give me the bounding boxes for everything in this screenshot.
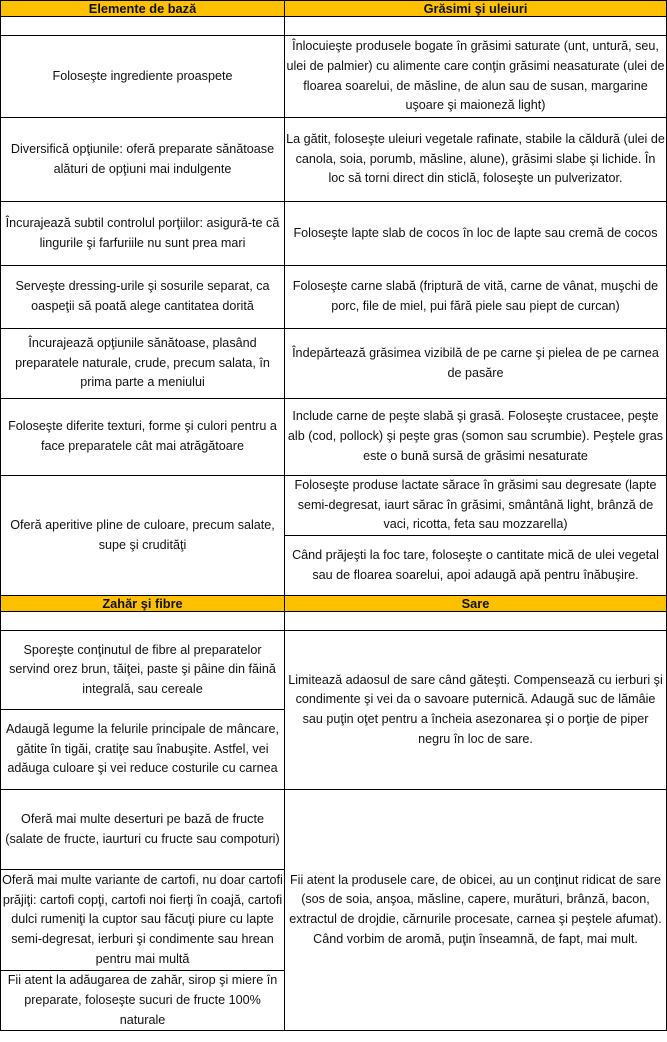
basics-cell: Încurajează opţiunile sănătoase, plasând preparatele naturale, crude, precum salata, în prima parte a meniului bbox=[1, 329, 285, 399]
basics-cell: Serveşte dressing-urile şi sosurile separat, ca oaspeţii să poată alege cantitatea dorită bbox=[1, 266, 285, 329]
empty-cell bbox=[1, 612, 285, 631]
table-row bbox=[1, 118, 667, 202]
basics-cell: Foloseşte diferite texturi, forme şi culori pentru a face preparatele cât mai atrăgătoare bbox=[1, 399, 285, 476]
fats-cell: Îndepărtează grăsimea vizibilă de pe carne şi pielea de pe carnea de pasăre bbox=[285, 329, 667, 399]
section1-empty-row bbox=[1, 17, 667, 36]
section2-empty-row bbox=[1, 612, 667, 631]
basics-cell: Foloseşte ingrediente proaspete bbox=[1, 36, 285, 118]
header-zahar-si-fibre: Zahăr şi fibre bbox=[1, 596, 285, 612]
table-row bbox=[1, 266, 667, 329]
fats-cell: Foloseşte produse lactate sărace în grăsimi sau degresate (lapte semi-degresat, iaurt sărac în grăsimi, smântână light, brânză de vaci, ricotta, feta sau mozzarella) bbox=[285, 476, 667, 536]
header-grasimi-si-uleiuri: Grăsimi şi uleiuri bbox=[285, 1, 667, 17]
salt-cell: Limitează adaosul de sare când găteşti. Compensează cu ierburi şi condimente şi vei da o savoare puternică. Adaugă suc de lămâie sau puţin oţet pentru a încheia asezonarea şi o porţie de piper negru în loc de sare. bbox=[285, 631, 667, 790]
fats-cell: Foloseşte lapte slab de cocos în loc de lapte sau cremă de cocos bbox=[285, 202, 667, 266]
sugar-fibre-cell: Fii atent la adăugarea de zahăr, sirop şi miere în preparate, foloseşte sucuri de fructe 100% naturale bbox=[1, 971, 285, 1031]
empty-cell bbox=[285, 612, 667, 631]
basics-cell: Oferă aperitive pline de culoare, precum salate, supe şi crudităţi bbox=[1, 476, 285, 596]
basics-cell: Diversifică opţiunile: oferă preparate sănătoase alături de opţiuni mai indulgente bbox=[1, 118, 285, 202]
fats-cell: Înlocuieşte produsele bogate în grăsimi saturate (unt, untură, seu, ulei de palmier) cu alimente care conţin grăsimi neasaturate (ulei de floarea soarelui, de măsline, de alun sau de susan, margarine uşoare şi maioneză light) bbox=[285, 36, 667, 118]
table-row bbox=[1, 631, 667, 710]
table-row bbox=[1, 36, 667, 118]
empty-cell bbox=[1, 17, 285, 36]
fats-cell: La gătit, foloseşte uleiuri vegetale rafinate, stabile la căldură (ulei de canola, soia, porumb, măsline, alune), grăsimi slabe şi lichide. În loc să torni direct din sticlă, foloseşte un pulverizator. bbox=[285, 118, 667, 202]
basics-cell: Încurajează subtil controlul porţiilor: asigură-te că lingurile şi farfuriile nu sunt prea mari bbox=[1, 202, 285, 266]
salt-cell: Fii atent la produsele care, de obicei, au un conţinut ridicat de sare (sos de soia, anşoa, măsline, capere, murături, brânză, bacon, extractul de drojdie, cărnurile procesate, carnea şi peştele afumat). Când vorbim de aromă, puţin înseamnă, de fapt, mai mult. bbox=[285, 790, 667, 1031]
sugar-fibre-cell: Oferă mai multe variante de cartofi, nu doar cartofi prăjiţi: cartofi copţi, cartofi noi fierţi în coajă, cartofi dulci rumeniţi la cuptor sau făcuţi piure cu lapte semi-degresat, ierburi şi condimente sau hrean pentru mai multă bbox=[1, 870, 285, 971]
section2-header-row bbox=[1, 596, 667, 612]
section1-header-row bbox=[1, 1, 667, 17]
table-row bbox=[1, 329, 667, 399]
empty-cell bbox=[285, 17, 667, 36]
fats-cell: Foloseşte carne slabă (friptură de vită, carne de vânat, muşchi de porc, file de miel, pui fără piele sau piept de curcan) bbox=[285, 266, 667, 329]
header-sare: Sare bbox=[285, 596, 667, 612]
fats-cell: Când prăjeşti la foc tare, foloseşte o cantitate mică de ulei vegetal sau de floarea soarelui, apoi adaugă apă pentru înăbuşire. bbox=[285, 536, 667, 596]
header-elemente-de-baza: Elemente de bază bbox=[1, 1, 285, 17]
table-row bbox=[1, 790, 667, 870]
table-row bbox=[1, 476, 667, 536]
sugar-fibre-cell: Oferă mai multe deserturi pe bază de fructe (salate de fructe, iaurturi cu fructe sau compoturi) bbox=[1, 790, 285, 870]
sugar-fibre-cell: Adaugă legume la felurile principale de mâncare, gătite în tigăi, cratiţe sau înabuşite. Astfel, vei adăuga culoare şi vei reduce costurile cu carnea bbox=[1, 710, 285, 790]
table-row bbox=[1, 399, 667, 476]
fats-cell: Include carne de peşte slabă şi grasă. Foloseşte crustacee, peşte alb (cod, pollock) şi peşte gras (somon sau scrumbie). Peştele gras este o bună sursă de grăsimi nesaturate bbox=[285, 399, 667, 476]
sugar-fibre-cell: Sporeşte conţinutul de fibre al preparatelor servind orez brun, tăiţei, paste şi pâine din făină integrală, sau cereale bbox=[1, 631, 285, 710]
table-row bbox=[1, 202, 667, 266]
